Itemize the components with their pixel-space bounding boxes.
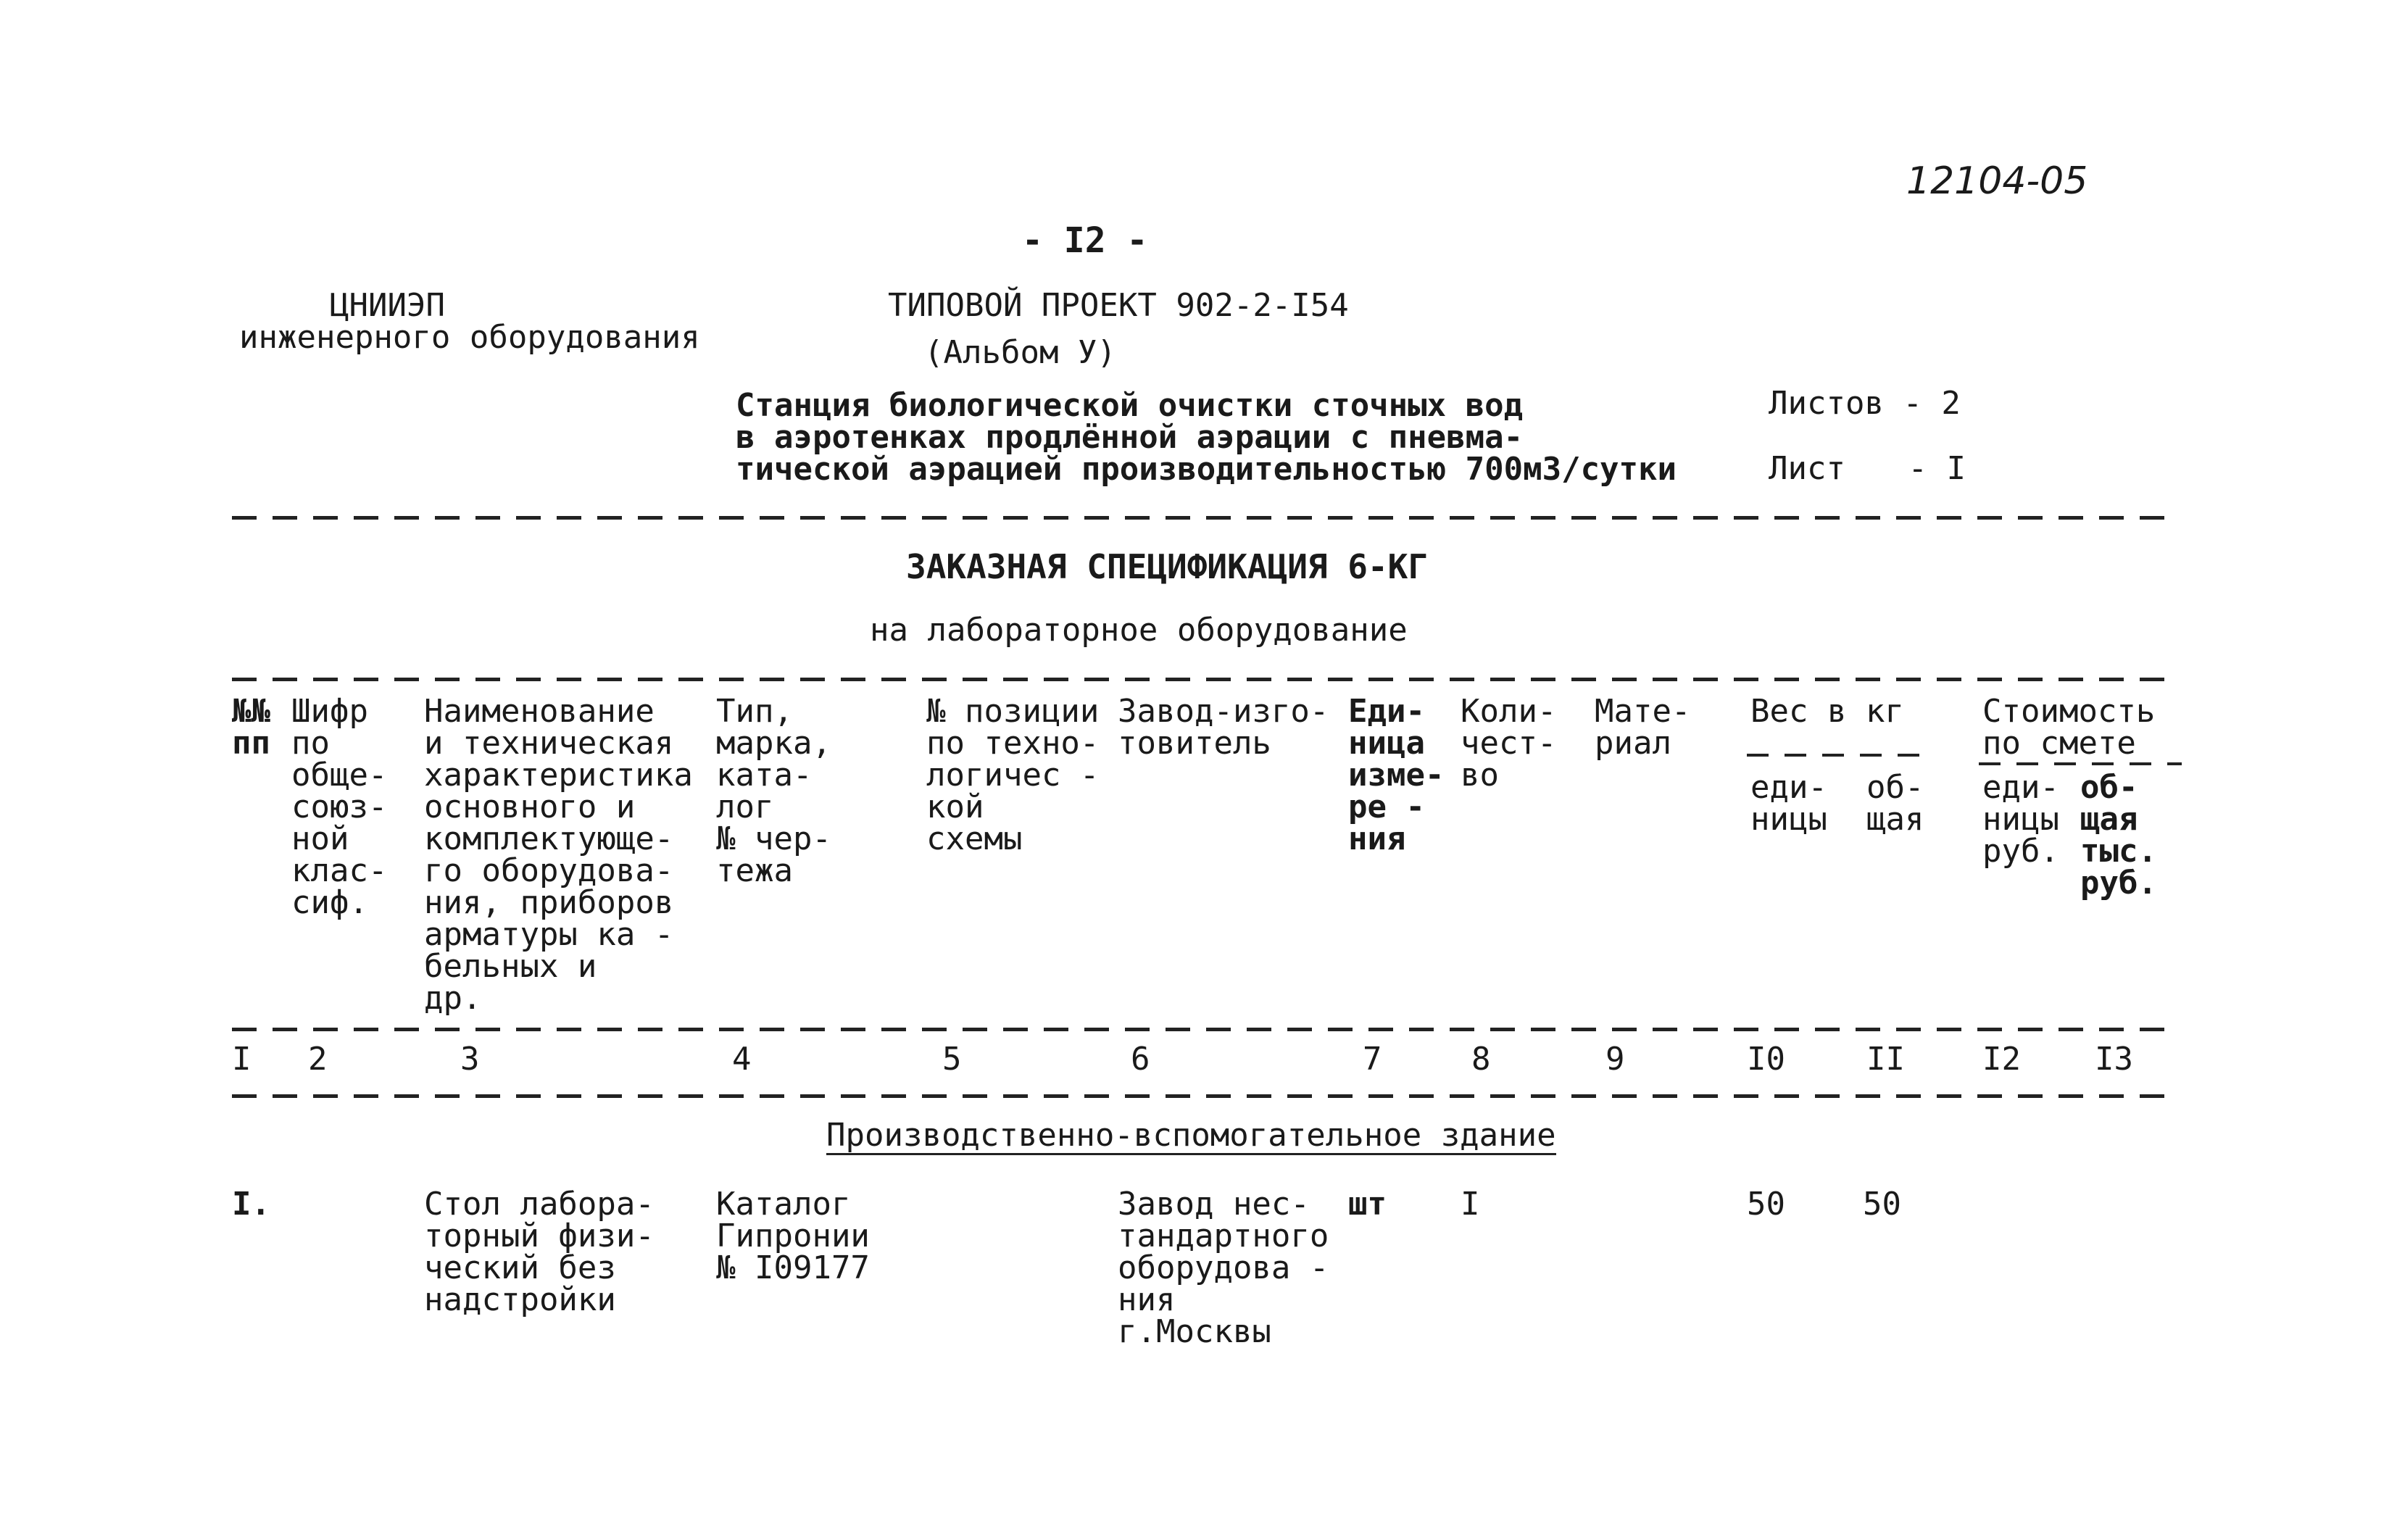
col-number: 5 bbox=[942, 1041, 962, 1078]
project-description: Станция биологической очистки сточных вод в аэротенках продлённой аэрации с пневма- тической аэрацией производительностью 700м3/сутки bbox=[736, 387, 1677, 488]
row-manufacturer: Завод нес- тандартного оборудова - ния г.Москвы bbox=[1118, 1186, 1329, 1350]
col-number: I bbox=[232, 1041, 252, 1078]
cost-subheader-divider bbox=[1979, 762, 2182, 765]
sheet-number-value: - I bbox=[1908, 450, 1966, 487]
col-number: 7 bbox=[1363, 1041, 1382, 1078]
document-number: 12104-05 bbox=[1906, 159, 2088, 203]
sheets-total-value: - 2 bbox=[1903, 385, 1961, 422]
col-number: I3 bbox=[2095, 1041, 2133, 1078]
col-header-number: №№ пп bbox=[232, 693, 270, 762]
col-number: I2 bbox=[1982, 1041, 2021, 1078]
col-header-name: Наименование и техническая характеристика основного и комплектующе- го оборудова- ния, приборов арматуры ка - бельных и др. bbox=[424, 693, 693, 1017]
col-header-quantity: Коли- чест- во bbox=[1461, 693, 1557, 794]
col-number: I0 bbox=[1747, 1041, 1785, 1078]
col-header-unit: Еди- ница изме- ре - ния bbox=[1348, 693, 1445, 857]
organization-line-1: ЦНИИЭП bbox=[330, 287, 445, 324]
col-header-position: № позиции по техно- логичес - кой схемы bbox=[926, 693, 1100, 857]
weight-subheader-divider bbox=[1747, 754, 1928, 757]
spec-subtitle: на лабораторное оборудование bbox=[870, 612, 1408, 649]
col-number: II bbox=[1866, 1041, 1905, 1078]
row-weight-total: 50 bbox=[1863, 1186, 1901, 1223]
col-number: 3 bbox=[460, 1041, 480, 1078]
col-header-cost-total: об- щая тыс. руб. bbox=[2080, 769, 2157, 902]
row-unit: шт bbox=[1348, 1186, 1387, 1223]
organization-line-2: инженерного оборудования bbox=[239, 319, 700, 356]
col-header-weight-total: об- щая bbox=[1866, 769, 1924, 838]
organization-name bbox=[239, 287, 700, 356]
page-marker: - I2 - bbox=[1022, 220, 1148, 261]
row-weight-unit: 50 bbox=[1747, 1186, 1785, 1223]
col-number: 8 bbox=[1471, 1041, 1491, 1078]
spec-title: ЗАКАЗНАЯ СПЕЦИФИКАЦИЯ 6-КГ bbox=[906, 547, 1429, 586]
col-header-weight: Вес в кг bbox=[1750, 693, 1904, 730]
sheet-number bbox=[1769, 450, 1966, 487]
col-number: 6 bbox=[1131, 1041, 1150, 1078]
column-numbers-divider bbox=[232, 1094, 2174, 1098]
project-title: ТИПОВОЙ ПРОЕКТ 902-2-I54 bbox=[888, 287, 1349, 324]
project-album: (Альбом У) bbox=[924, 334, 1116, 371]
header-divider bbox=[232, 516, 2174, 520]
col-header-type: Тип, марка, ката- лог № чер- тежа bbox=[716, 693, 831, 889]
row-type: Каталог Гипронии № I09177 bbox=[716, 1186, 870, 1286]
section-title: Производственно-вспомогательное здание bbox=[826, 1117, 1556, 1154]
row-name: Стол лабора- торный физи- ческий без надстройки bbox=[424, 1186, 655, 1318]
sheets-total bbox=[1769, 385, 1961, 422]
sheet-number-label: Лист bbox=[1769, 450, 1845, 487]
col-header-cost: Стоимость по смете bbox=[1982, 693, 2156, 762]
col-header-manufacturer: Завод-изго- товитель bbox=[1118, 693, 1329, 762]
col-number: 9 bbox=[1605, 1041, 1625, 1078]
row-quantity: I bbox=[1461, 1186, 1480, 1223]
col-header-code: Шифр по обще- союз- ной клас- сиф. bbox=[291, 693, 388, 921]
col-header-material: Мате- риал bbox=[1595, 693, 1691, 762]
table-top-divider bbox=[232, 678, 2174, 681]
row-number: I. bbox=[232, 1186, 270, 1223]
col-header-weight-unit: еди- ницы bbox=[1750, 769, 1827, 838]
col-number: 2 bbox=[308, 1041, 328, 1078]
sheets-total-label: Листов bbox=[1769, 385, 1884, 422]
header-bottom-divider bbox=[232, 1028, 2174, 1031]
col-header-cost-unit: еди- ницы руб. bbox=[1982, 769, 2059, 870]
col-number: 4 bbox=[732, 1041, 752, 1078]
